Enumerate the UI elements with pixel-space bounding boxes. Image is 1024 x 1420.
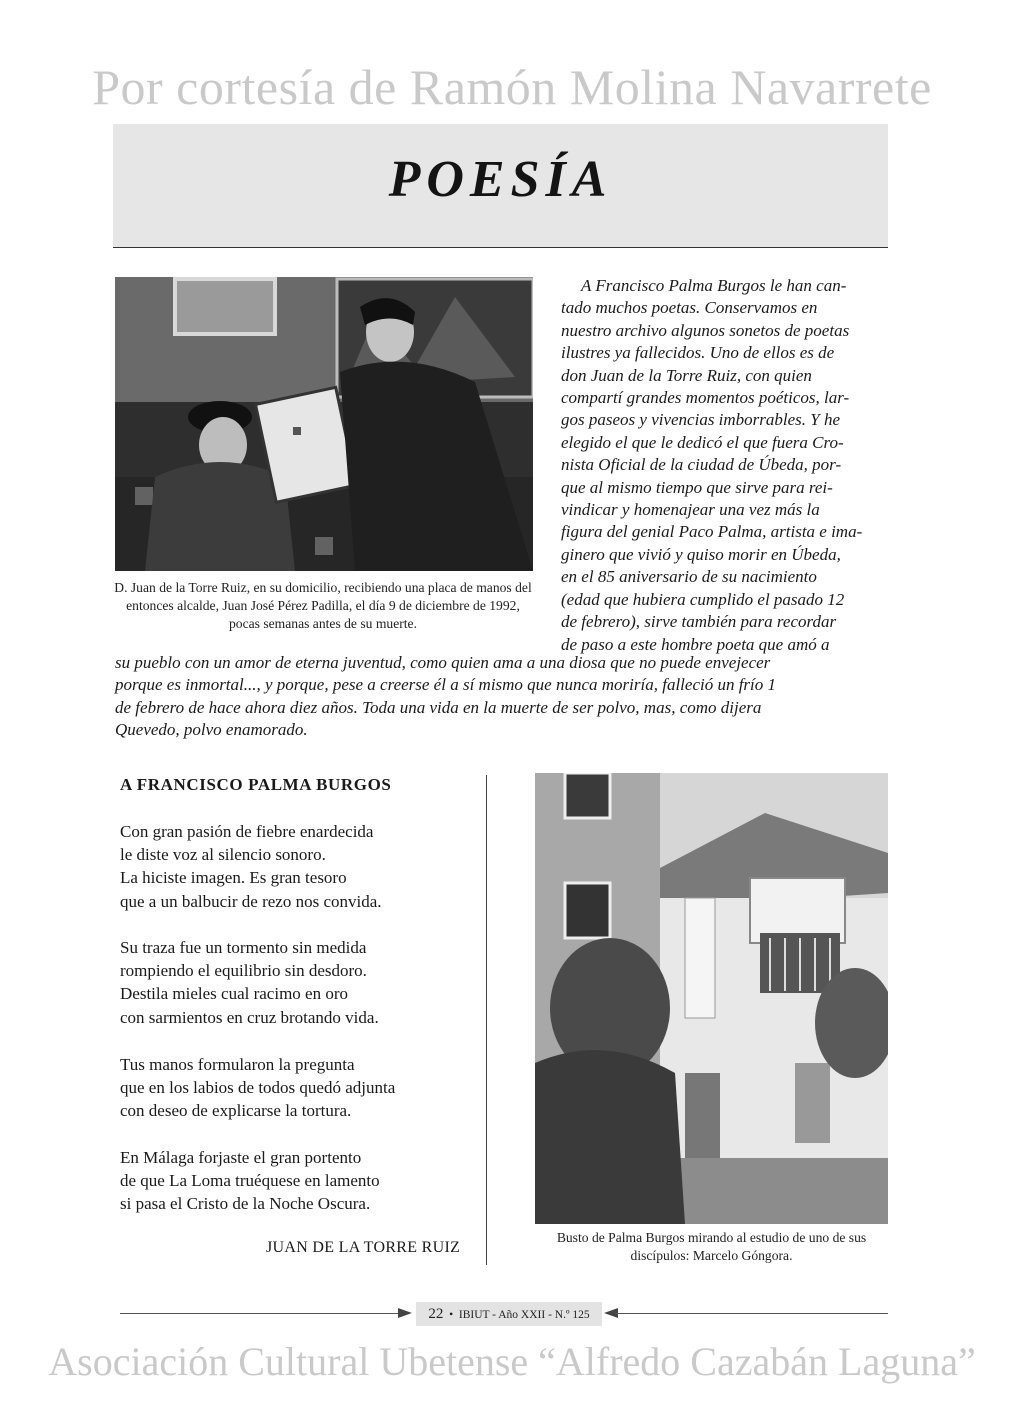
photo2-caption: Busto de Palma Burgos mirando al estudio de uno de sus discípulos: Marcelo Góngora. (556, 1230, 867, 1263)
intro-line: Quevedo, polvo enamorado. (115, 720, 308, 740)
poem-verse: si pasa el Cristo de la Noche Oscura. (120, 1194, 371, 1214)
intro-line: de febrero de hace ahora diez años. Toda una vida en la muerte de ser polvo, mas, como dijera (115, 697, 762, 717)
footer-rule-left (120, 1313, 403, 1314)
poem-verse: Tus manos formularon la pregunta (120, 1055, 355, 1074)
intro-line: porque es inmortal..., y porque, pese a creerse él a sí mismo que nunca moriría, falleció un frío 1 (115, 675, 777, 695)
poem-verse: La hiciste imagen. Es gran tesoro (120, 868, 347, 888)
poem-stanza-1 (120, 820, 382, 913)
intro-line: su pueblo con un amor de eterna juventud, como quien ama a una diosa que no puede envejecer (115, 653, 771, 672)
arrow-right-icon (398, 1308, 412, 1318)
poem-verse: que en los labios de todos quedó adjunta (120, 1078, 396, 1098)
intro-line: figura del genial Paco Palma, artista e ima- (561, 522, 863, 542)
publication-info: IBIUT - Año XXII - N.º 125 (458, 1309, 590, 1321)
poem-verse: Destila mieles cual racimo en oro (120, 984, 348, 1004)
poem-verse: Su traza fue un tormento sin medida (120, 938, 367, 957)
photo-palma-burgos-bust (535, 773, 888, 1224)
poem-stanza-3 (120, 1053, 395, 1123)
title-rule (113, 247, 888, 248)
poem-verse: le diste voz al silencio sonoro. (120, 845, 326, 865)
column-divider (486, 775, 487, 1265)
intro-line: don Juan de la Torre Ruiz, con quien (561, 365, 812, 385)
intro-line: nuestro archivo algunos sonetos de poetas (561, 320, 850, 340)
poem-stanza-2 (120, 936, 379, 1029)
intro-line: que al mismo tiempo que sirve para rei- (561, 477, 833, 497)
poem-author: JUAN DE LA TORRE RUIZ (266, 1239, 461, 1256)
poem-stanza-4 (120, 1146, 380, 1216)
intro-line: gos paseos y vivencias imborrables. Y he (561, 410, 841, 430)
intro-line: ginero que vivió y quiso morir en Úbeda, (561, 544, 841, 564)
intro-column-text (561, 275, 888, 656)
intro-line: compartí grandes momentos poéticos, lar- (561, 388, 850, 408)
poem-verse: con sarmientos en cruz brotando vida. (120, 1007, 379, 1027)
intro-line: de paso a este hombre poeta que amó a (561, 634, 830, 654)
intro-line: nista Oficial de la ciudad de Úbeda, por- (561, 455, 842, 475)
intro-line: tado muchos poetas. Conservamos en (561, 298, 818, 318)
intro-line: vindicar y homenajear una vez más la (561, 500, 820, 520)
bullet-separator: • (446, 1309, 456, 1321)
photo-juan-de-la-torre (115, 277, 533, 571)
poem-verse: con deseo de explicarse la tortura. (120, 1101, 352, 1121)
intro-line: de febrero), sirve también para recordar (561, 612, 837, 632)
poem-verse: Con gran pasión de fiebre enardecida (120, 822, 374, 841)
intro-line: ilustres ya fallecidos. Uno de ellos es de (561, 343, 835, 363)
intro-line: A Francisco Palma Burgos le han can- (581, 276, 847, 295)
poem-verse: rompiendo el equilibrio sin desdoro. (120, 961, 367, 981)
watermark-courtesy: Por cortesía de Ramón Molina Navarrete (92, 59, 932, 115)
intro-line: elegido el que le dedicó el que fuera Cro- (561, 432, 844, 452)
photo1-caption: D. Juan de la Torre Ruiz, en su domicilio, recibiendo una placa de manos del entonces alcalde, Juan José Pérez Padilla, el día 9 de diciembre de 1992, pocas semanas antes de su muerte. (114, 580, 532, 631)
poem-verse: de que La Loma truéquese en lamento (120, 1171, 380, 1191)
intro-line: (edad que hubiera cumplido el pasado 12 (561, 589, 845, 609)
poem-title: A FRANCISCO PALMA BURGOS (120, 775, 392, 794)
poem-verse: que a un balbucir de rezo nos convida. (120, 891, 382, 911)
poem-verse: En Málaga forjaste el gran portento (120, 1148, 362, 1167)
footer-rule-right (615, 1313, 888, 1314)
section-title: POESÍA (388, 151, 613, 208)
intro-line: en el 85 aniversario de su nacimiento (561, 567, 817, 587)
page-number: 22 (428, 1306, 444, 1322)
watermark-association: Asociación Cultural Ubetense “Alfredo Cazabán Laguna” (48, 1339, 976, 1384)
intro-full-width-text (115, 652, 888, 742)
footer-page-info (416, 1302, 602, 1326)
